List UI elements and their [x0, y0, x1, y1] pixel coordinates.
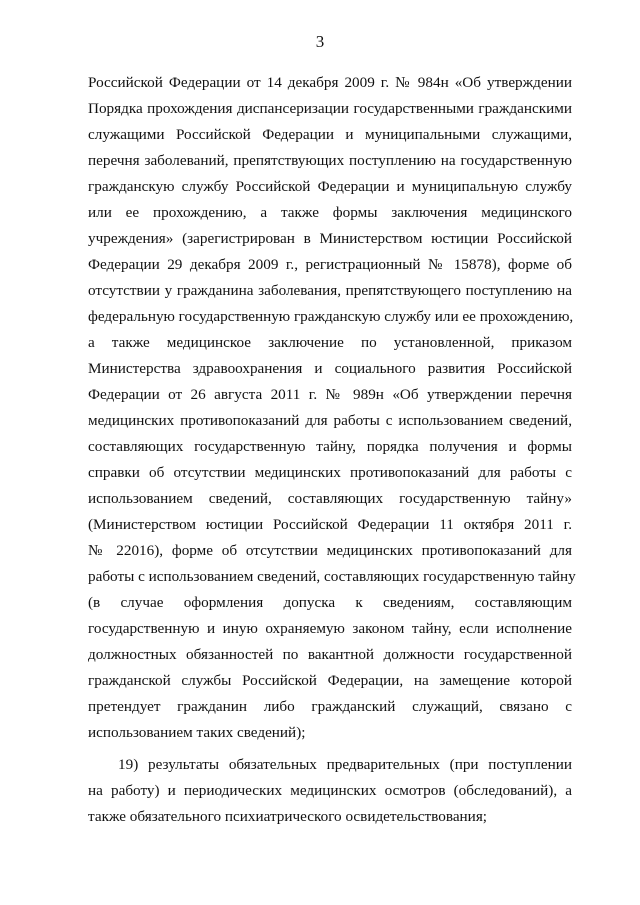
text-line: (в случае оформления допуска к сведениям, составляющим: [88, 594, 572, 611]
text-line: перечня заболеваний, препятствующих поступлению на государственную: [88, 152, 572, 169]
text-line: справки об отсутствии медицинских противопоказаний для работы с: [88, 464, 572, 481]
document-body: [88, 70, 576, 830]
text-line: или ее прохождению, а также формы заключения медицинского: [88, 204, 572, 221]
text-line: гражданской службы Российской Федерации, на замещение которой: [88, 672, 572, 689]
text-line: отсутствии у гражданина заболевания, препятствующего поступлению на: [88, 282, 572, 299]
text-line: учреждения» (зарегистрирован в Министерством юстиции Российской: [88, 230, 572, 247]
text-line: составляющих государственную тайну, порядка получения и формы: [88, 438, 572, 455]
text-line: медицинских противопоказаний для работы с использованием сведений,: [88, 412, 572, 429]
text-line: государственную и иную охраняемую законом тайну, если исполнение: [88, 620, 572, 637]
text-line: использованием сведений, составляющих государственную тайну»: [88, 490, 572, 507]
text-line: Федерации 29 декабря 2009 г., регистрационный № 15878), форме об: [88, 256, 572, 273]
text-line: должностных обязанностей по вакантной должности государственной: [88, 646, 572, 663]
text-line: 19) результаты обязательных предварительных (при поступлении: [118, 756, 572, 773]
text-line: гражданскую службу Российской Федерации и муниципальную службу: [88, 178, 572, 195]
text-line: Российской Федерации от 14 декабря 2009 г. № 984н «Об утверждении: [88, 74, 572, 91]
paragraph-1: [88, 70, 576, 746]
text-line: также обязательного психиатрического освидетельствования;: [88, 808, 488, 825]
text-line: использованием таких сведений);: [88, 724, 306, 741]
text-line: Порядка прохождения диспансеризации государственными гражданскими: [88, 100, 572, 117]
text-line: (Министерством юстиции Российской Федерации 11 октября 2011 г.: [88, 516, 572, 533]
text-line: № 22016), форме об отсутствии медицинских противопоказаний для: [88, 542, 572, 559]
text-line: федеральную государственную гражданскую службу или ее прохождению,: [88, 308, 574, 325]
text-line: Министерства здравоохранения и социального развития Российской: [88, 360, 572, 377]
text-line: на работу) и периодических медицинских осмотров (обследований), а: [88, 782, 572, 799]
text-line: а также медицинское заключение по установленной, приказом: [88, 334, 572, 351]
paragraph-2: [88, 752, 572, 830]
text-line: работы с использованием сведений, составляющих государственную тайну: [88, 568, 576, 585]
text-line: служащими Российской Федерации и муниципальными служащими,: [88, 126, 572, 143]
text-line: претендует гражданин либо гражданский служащий, связано с: [88, 698, 572, 715]
text-line: Федерации от 26 августа 2011 г. № 989н «Об утверждении перечня: [88, 386, 572, 403]
page-number: 3: [315, 32, 325, 51]
